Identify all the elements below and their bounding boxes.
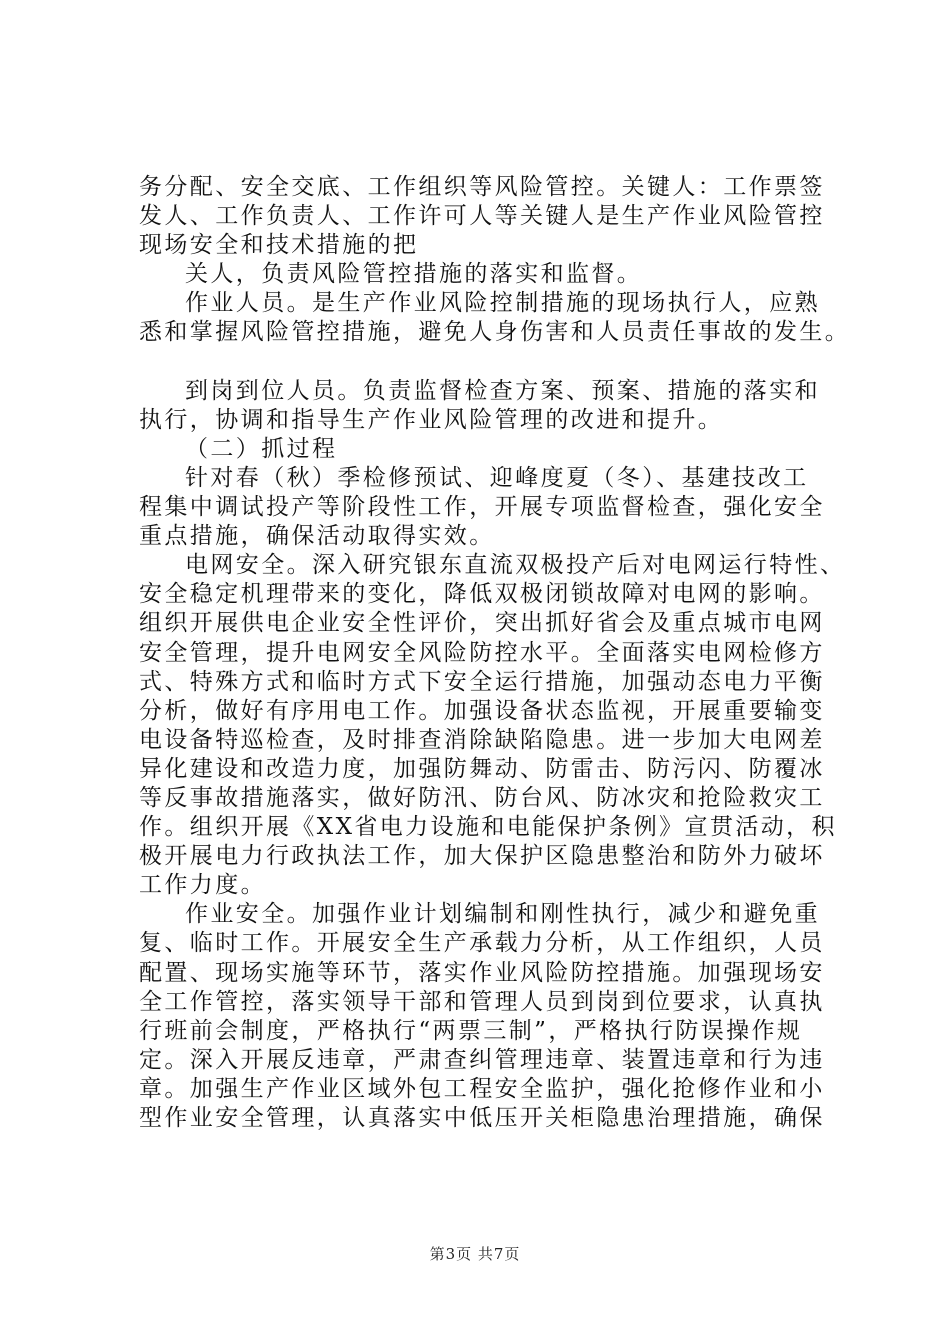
text-line: 式、特殊方式和临时方式下安全运行措施，加强动态电力平衡 xyxy=(139,668,825,695)
text-line: 配置、现场实施等环节，落实作业风险防控措施。加强现场安 xyxy=(139,959,825,986)
text-line: 定。深入开展反违章，严肃查纠管理违章、装置违章和行为违 xyxy=(139,1046,825,1073)
blank-line xyxy=(139,348,829,377)
text-line: 悉和掌握风险管控措施，避免人身伤害和人员责任事故的发生。 xyxy=(139,319,851,346)
text-line: 极开展电力行政执法工作，加大保护区隐患整治和防外力破坏 xyxy=(139,843,825,870)
text-line: 安全管理，提升电网安全风险防控水平。全面落实电网检修方 xyxy=(139,639,825,666)
text-line: 务分配、安全交底、工作组织等风险管控。关键人：工作票签 xyxy=(139,174,825,200)
text-line: 行班前会制度，严格执行“两票三制”，严格执行防误操作规 xyxy=(139,1017,803,1044)
text-line: 现场安全和技术措施的把 xyxy=(139,232,419,259)
text-line: 作业人员。是生产作业风险控制措施的现场执行人，应熟 xyxy=(185,290,820,317)
text-line: 工作力度。 xyxy=(139,872,266,899)
page-number-label: 第3页 共7页 xyxy=(429,1245,521,1263)
text-line: 作业安全。加强作业计划编制和刚性执行，减少和避免重 xyxy=(185,901,820,928)
page-footer xyxy=(0,1243,950,1264)
text-line: 作。组织开展《XX省电力设施和电能保护条例》宣贯活动，积 xyxy=(139,814,837,841)
text-line: 安全稳定机理带来的变化，降低双极闭锁故障对电网的影响。 xyxy=(139,581,825,608)
text-line: 发人、工作负责人、工作许可人等关键人是生产作业风险管控 xyxy=(139,203,825,230)
text-line: 型作业安全管理，认真落实中低压开关柜隐患治理措施，确保 xyxy=(139,1105,825,1131)
text-line: 复、临时工作。开展安全生产承载力分析，从工作组织，人员 xyxy=(139,930,825,957)
text-line: 到岗到位人员。负责监督检查方案、预案、措施的落实和 xyxy=(185,377,820,404)
document-body xyxy=(139,173,851,1133)
text-line: 重点措施，确保活动取得实效。 xyxy=(139,523,495,550)
text-line: 等反事故措施落实，做好防汛、防台风、防冰灾和抢险救灾工 xyxy=(139,784,825,811)
section-heading: （二）抓过程 xyxy=(185,435,338,462)
text-line: 关人，负责风险管控措施的落实和监督。 xyxy=(185,261,643,288)
text-line: 执行，协调和指导生产作业风险管理的改进和提升。 xyxy=(139,406,724,433)
text-line: 电网安全。深入研究银东直流双极投产后对电网运行特性、 xyxy=(185,552,846,579)
text-line: 程集中调试投产等阶段性工作，开展专项监督检查，强化安全 xyxy=(139,494,825,521)
text-line: 针对春（秋）季检修预试、迎峰度夏（冬）、基建技改工 xyxy=(185,464,809,491)
text-line: 分析，做好有序用电工作。加强设备状态监视，开展重要输变 xyxy=(139,697,825,724)
text-line: 组织开展供电企业安全性评价，突出抓好省会及重点城市电网 xyxy=(139,610,825,637)
text-line: 全工作管控，落实领导干部和管理人员到岗到位要求，认真执 xyxy=(139,988,825,1015)
text-line: 异化建设和改造力度，加强防舞动、防雷击、防污闪、防覆冰 xyxy=(139,755,825,782)
text-line: 电设备特巡检查，及时排查消除缺陷隐患。进一步加大电网差 xyxy=(139,726,825,753)
text-line: 章。加强生产作业区域外包工程安全监护，强化抢修作业和小 xyxy=(139,1075,825,1102)
